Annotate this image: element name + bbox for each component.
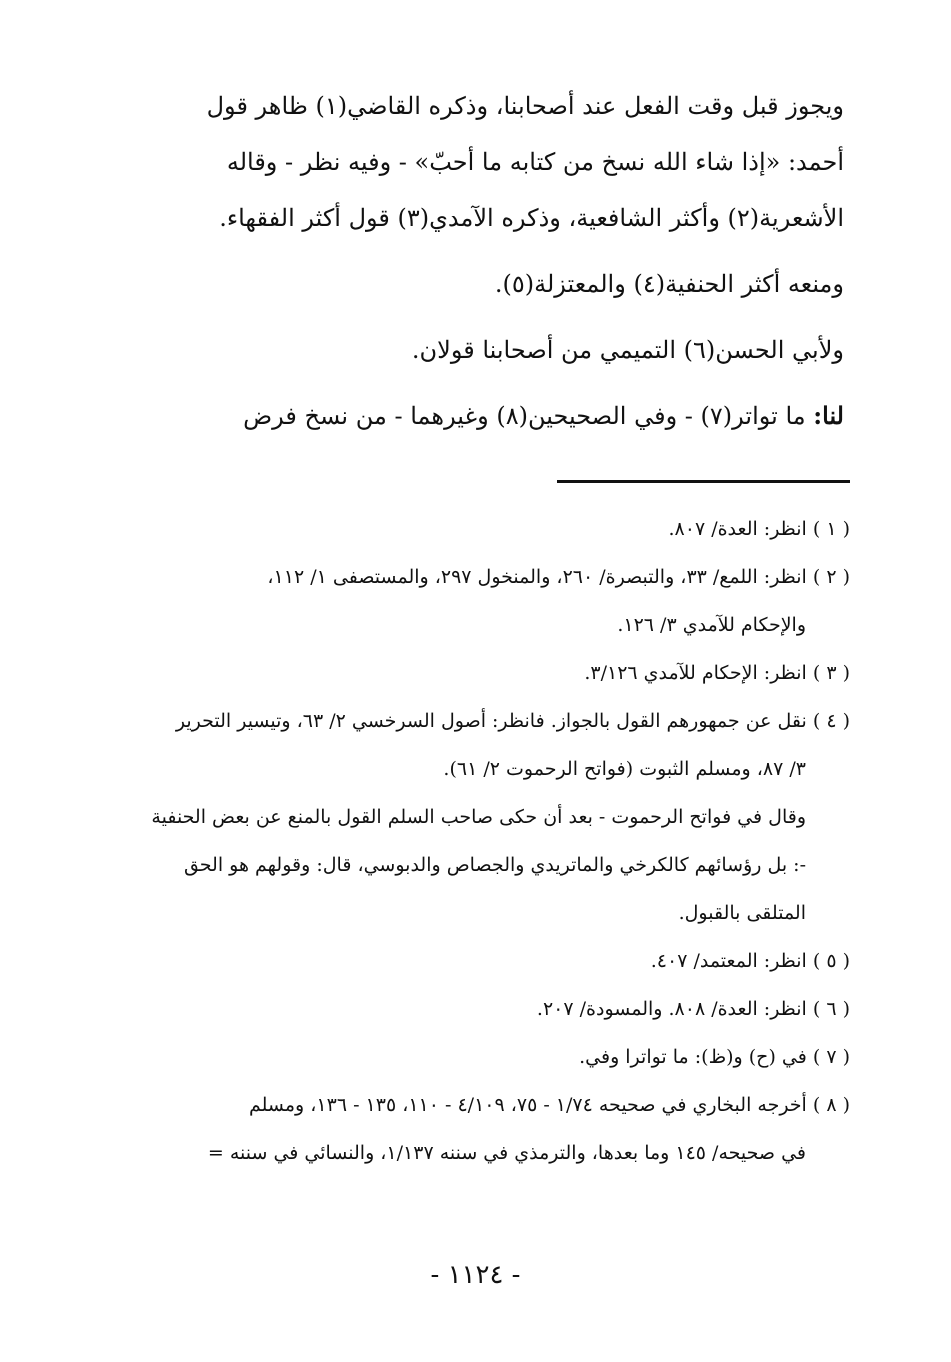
main-text-line: أحمد: «إذا شاء الله نسخ من كتابه ما أحبّ» - وفيه نظر - وقاله [226, 148, 844, 176]
footnote: ( ٣ ) انظر: الإحكام للآمدي ٣/١٢٦. [584, 662, 850, 684]
footnote: ( ٨ ) أخرجه البخاري في صحيحه ١/٧٤ - ٧٥، ٤/١٠٩ - ١١٠، ١٣٥ - ١٣٦، ومسلم [249, 1094, 850, 1116]
page-number: - ١١٢٤ - [430, 1260, 521, 1290]
footnote-continuation: المتلقى بالقبول. [678, 902, 806, 924]
main-paragraph: ولأبي الحسن(٦) التميمي من أصحابنا قولان. [411, 336, 844, 364]
footnote: ( ٧ ) في (ح) و(ظ): ما تواترا وفي. [579, 1046, 850, 1068]
footnote-continuation: ٣/ ٨٧، ومسلم الثبوت (فواتح الرحموت ٢/ ٦١). [443, 758, 806, 780]
footnote-continuation: في صحيحه/ ١٤٥ وما بعدها، والترمذي في سننه ١/١٣٧، والنسائي في سننه = [207, 1142, 806, 1164]
main-paragraph: ومنعه أكثر الحنفية(٤) والمعتزلة(٥). [494, 270, 844, 298]
paragraph-lead-word: لنا: [813, 401, 844, 430]
footnote-continuation: وقال في فواتح الرحموت - بعد أن حكى صاحب السلم القول بالمنع عن بعض الحنفية [151, 806, 806, 828]
footnote-continuation: والإحكام للآمدي ٣/ ١٢٦. [617, 614, 806, 636]
main-text-block [118, 78, 844, 444]
footnote: ( ١ ) انظر: العدة/ ٨٠٧. [668, 518, 850, 540]
footnote: ( ٦ ) انظر: العدة/ ٨٠٨. والمسودة/ ٢٠٧. [536, 998, 850, 1020]
main-text-line: الأشعرية(٢) وأكثر الشافعية، وذكره الآمدي(٣) قول أكثر الفقهاء. [219, 204, 844, 232]
footnote-continuation: -: بل رؤسائهم كالكرخي والماتريدي والجصاص والدبوسي، قال: وقولهم هو الحق [183, 854, 806, 876]
footnote: ( ٥ ) انظر: المعتمد/ ٤٠٧. [650, 950, 850, 972]
footnote-divider [557, 480, 850, 483]
paragraph-text: ما تواتر(٧) - وفي الصحيحين(٨) وغيرهما - من نسخ فرض [243, 402, 814, 430]
footnotes-block [126, 505, 850, 1177]
footnote: ( ٤ ) نقل عن جمهورهم القول بالجواز. فانظر: أصول السرخسي ٢/ ٦٣، وتيسير التحرير [175, 710, 850, 732]
footnote: ( ٢ ) انظر: اللمع/ ٣٣، والتبصرة/ ٢٦٠، والمنخول ٢٩٧، والمستصفى ١/ ١١٢، [267, 566, 850, 588]
main-paragraph [118, 388, 844, 444]
main-text-line: ويجوز قبل وقت الفعل عند أصحابنا، وذكره القاضي(١) ظاهر قول [206, 92, 844, 120]
